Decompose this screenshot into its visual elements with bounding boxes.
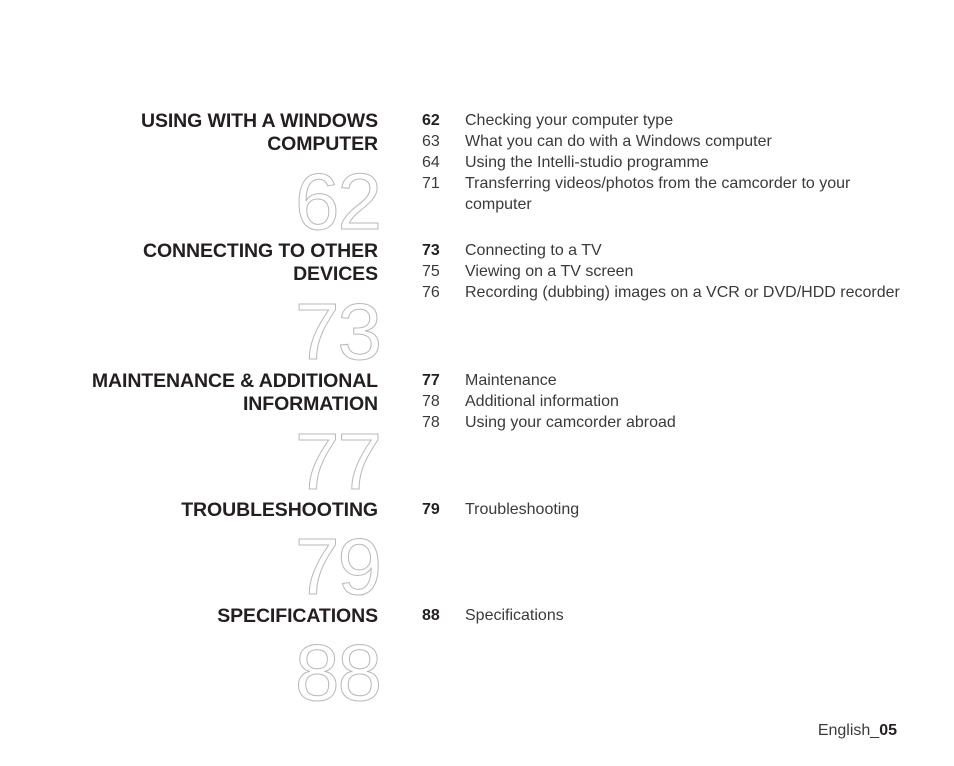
section-title [48, 370, 378, 416]
toc-entry-text: Recording (dubbing) images on a VCR or DVD/HDD recorder [465, 284, 900, 301]
toc-entries [422, 605, 922, 626]
toc-entries [422, 370, 922, 433]
toc-entry[interactable] [422, 412, 922, 433]
toc-page-number: 79 [422, 501, 440, 518]
toc-entry[interactable] [422, 261, 922, 282]
toc-page-number: 64 [422, 154, 440, 171]
footer-language: English_ [817, 722, 880, 739]
toc-entry-text: Specifications [465, 607, 564, 624]
toc-page-number: 75 [422, 263, 440, 280]
toc-entry-text: Checking your computer type [465, 112, 674, 129]
toc-entry[interactable] [422, 240, 922, 261]
toc-page-number: 73 [422, 242, 440, 259]
title-line: INFORMATION [242, 393, 378, 415]
toc-entry[interactable] [422, 391, 922, 412]
section-title [48, 240, 378, 286]
toc-entries [422, 110, 922, 215]
toc-entry[interactable] [422, 131, 922, 152]
toc-entry[interactable] [422, 282, 922, 303]
toc-entry[interactable] [422, 110, 922, 131]
title-line: DEVICES [293, 263, 378, 285]
toc-entry-text: Connecting to a TV [465, 242, 602, 259]
toc-page-number: 88 [422, 607, 440, 624]
title-line: TROUBLESHOOTING [181, 499, 378, 521]
toc-entry[interactable] [422, 499, 922, 520]
toc-entry[interactable] [422, 605, 922, 626]
toc-page-number: 78 [422, 414, 440, 431]
section-big-number: 62 [295, 157, 380, 246]
toc-entry[interactable] [422, 370, 922, 391]
footer-page-number: 05 [879, 722, 897, 739]
title-line: USING WITH A WINDOWS [140, 110, 378, 132]
toc-entry[interactable] [422, 152, 922, 173]
toc-entry-text: Maintenance [465, 372, 557, 389]
section-big-number: 79 [295, 522, 380, 611]
page-footer [818, 722, 897, 740]
toc-page-number: 78 [422, 393, 440, 410]
toc-page-number: 63 [422, 133, 440, 150]
toc-entry-text: Troubleshooting [465, 501, 580, 518]
toc-entry-text: What you can do with a Windows computer [465, 133, 772, 150]
title-line: MAINTENANCE & ADDITIONAL [91, 370, 378, 392]
section-big-number: 88 [295, 628, 380, 717]
toc-page-number: 76 [422, 284, 440, 301]
section-title [48, 499, 378, 522]
title-line: COMPUTER [267, 133, 378, 155]
toc-page-number: 62 [422, 112, 440, 129]
toc-entry-text: Additional information [465, 393, 619, 410]
toc-entry[interactable] [422, 173, 922, 215]
toc-entries [422, 499, 922, 520]
section-big-number: 77 [295, 417, 380, 506]
section-big-number: 73 [295, 287, 380, 376]
toc-page-number: 77 [422, 372, 440, 389]
toc-page-number: 71 [422, 175, 440, 192]
title-line: CONNECTING TO OTHER [143, 240, 378, 262]
toc-entry-text: Viewing on a TV screen [465, 263, 634, 280]
toc-entry-text: Using the Intelli-studio programme [465, 154, 709, 171]
toc-entry-text: Transferring videos/photos from the camcorder to your computer [465, 175, 851, 213]
toc-entry-text: Using your camcorder abroad [465, 414, 676, 431]
section-title [48, 605, 378, 628]
title-line: SPECIFICATIONS [217, 605, 378, 627]
toc-entries [422, 240, 922, 303]
section-title [48, 110, 378, 156]
